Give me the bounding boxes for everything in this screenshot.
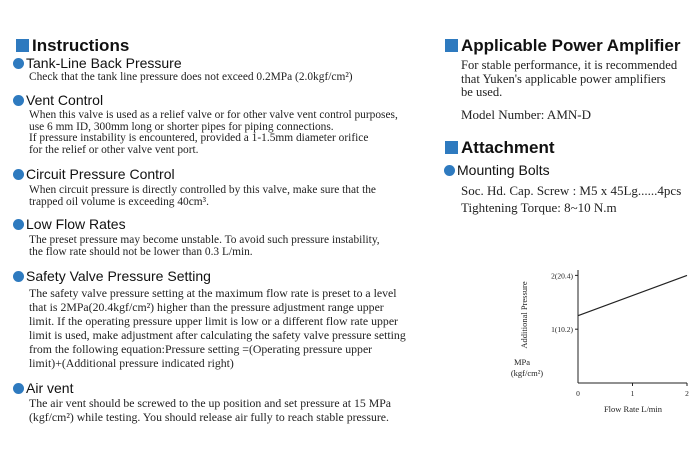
y-axis-label: Additional Pressure	[519, 281, 529, 349]
x-tick-label: 1	[630, 389, 635, 398]
bullet-dot-icon	[13, 58, 24, 69]
amplifier-title	[445, 37, 680, 55]
amplifier-model-number	[461, 108, 591, 122]
paragraph-line: that is 2MPa(20.4kgf/cm²) higher than the pressure adjustment range upper	[29, 300, 384, 314]
paragraph-line: The air vent should be screwed to the up position and set pressure at 15 MPa	[29, 396, 392, 410]
section-square-icon	[445, 141, 458, 154]
paragraph-line: Tightening Torque: 8~10 N.m	[461, 200, 617, 215]
paragraph-line: trapped oil volume is exceeding 40cm³.	[29, 195, 209, 208]
y-axis-title	[519, 281, 529, 349]
bullet-dot-icon	[13, 169, 24, 180]
subheading-text: Safety Valve Pressure Setting	[26, 268, 211, 284]
paragraph-line: When circuit pressure is directly controlled by this valve, make sure that the	[29, 184, 376, 196]
subheading-circuit-pressure	[13, 166, 175, 182]
paragraph-safety-valve	[29, 286, 406, 370]
paragraph-line: from the following equation:Pressure setting =(Operating pressure upper	[29, 342, 373, 356]
subheading-text: Air vent	[26, 380, 74, 396]
paragraph-line: that Yuken's applicable power amplifiers	[461, 71, 666, 86]
subheading-text: Mounting Bolts	[457, 162, 550, 178]
paragraph-line: When this valve is used as a relief valve or for other valve vent control purposes,	[29, 109, 398, 121]
subheading-text: Low Flow Rates	[26, 216, 126, 232]
paragraph-line: Soc. Hd. Cap. Screw : M5 x 45Lg......4pcs	[461, 183, 682, 198]
paragraph-line: limit. If the operating pressure upper limit is low or a different flow rate upper	[29, 314, 398, 328]
y-tick-label: 1(10.2)	[551, 325, 573, 335]
paragraph-air-vent	[29, 396, 391, 424]
subheading-mounting-bolts	[444, 162, 550, 178]
amplifier-paragraph	[461, 59, 677, 100]
paragraph-line: limit is used, make adjustment after calculating the safety valve pressure setting	[29, 328, 406, 342]
paragraph-line: the flow rate should not be lower than 0.3 L/min.	[29, 245, 253, 258]
y-unit-line2: (kgf/cm²)	[510, 368, 544, 378]
attachment-title-text: Attachment	[461, 138, 555, 157]
bullet-dot-icon	[13, 95, 24, 106]
model-number-text: Model Number: AMN-D	[461, 107, 591, 122]
subheading-air-vent	[13, 380, 73, 396]
paragraph-vent-control	[29, 110, 398, 156]
paragraph-line: The safety valve pressure setting at the maximum flow rate is preset to a level	[29, 286, 397, 300]
bullet-dot-icon	[13, 383, 24, 394]
subheading-low-flow	[13, 216, 126, 232]
x-tick-label: 0	[576, 389, 580, 398]
paragraph-line: If pressure instability is encountered, provided a 1-1.5mm diameter orifice	[29, 132, 369, 145]
paragraph-line: (kgf/cm²) while testing. You should release air fully to reach stable pressure.	[29, 410, 389, 424]
bullet-dot-icon	[13, 219, 24, 230]
subheading-text: Tank-Line Back Pressure	[26, 55, 182, 71]
paragraph-low-flow	[29, 235, 380, 258]
instructions-title	[16, 37, 129, 55]
instructions-title-text: Instructions	[32, 36, 130, 55]
paragraph-line: use 6 mm ID, 300mm long or shorter pipes for piping connections.	[29, 120, 334, 133]
paragraph-circuit-pressure	[29, 185, 376, 208]
series-line	[578, 275, 687, 315]
chart-marks	[551, 271, 689, 398]
paragraph-line: The preset pressure may become unstable. To avoid such pressure instability,	[29, 234, 380, 246]
y-tick-label: 2(20.4)	[551, 271, 573, 281]
subheading-vent-control	[13, 92, 103, 108]
bullet-dot-icon	[13, 271, 24, 282]
section-square-icon	[445, 39, 458, 52]
subheading-tank-line	[13, 55, 182, 71]
pressure-flow-chart	[500, 262, 700, 422]
subheading-text: Circuit Pressure Control	[26, 166, 175, 182]
paragraph-line: limit)+(Additional pressure indicated right)	[29, 356, 234, 370]
subheading-text: Vent Control	[26, 92, 104, 108]
y-unit-line1: MPa	[513, 357, 531, 367]
x-tick-label: 2	[685, 389, 689, 398]
subheading-safety-valve	[13, 268, 211, 284]
attachment-title	[445, 139, 555, 157]
paragraph-tank-line	[29, 72, 353, 84]
paragraph-line: Check that the tank line pressure does not exceed 0.2MPa (2.0kgf/cm²)	[29, 71, 353, 83]
amplifier-title-text: Applicable Power Amplifier	[461, 36, 681, 55]
bullet-dot-icon	[444, 165, 455, 176]
paragraph-line: be used.	[461, 85, 503, 99]
paragraph-line: for the relief or other valve vent port.	[29, 143, 199, 156]
paragraph-line: For stable performance, it is recommended	[461, 58, 678, 72]
x-axis-label: Flow Rate L/min	[603, 404, 663, 414]
attachment-paragraph	[461, 182, 681, 216]
section-square-icon	[16, 39, 29, 52]
